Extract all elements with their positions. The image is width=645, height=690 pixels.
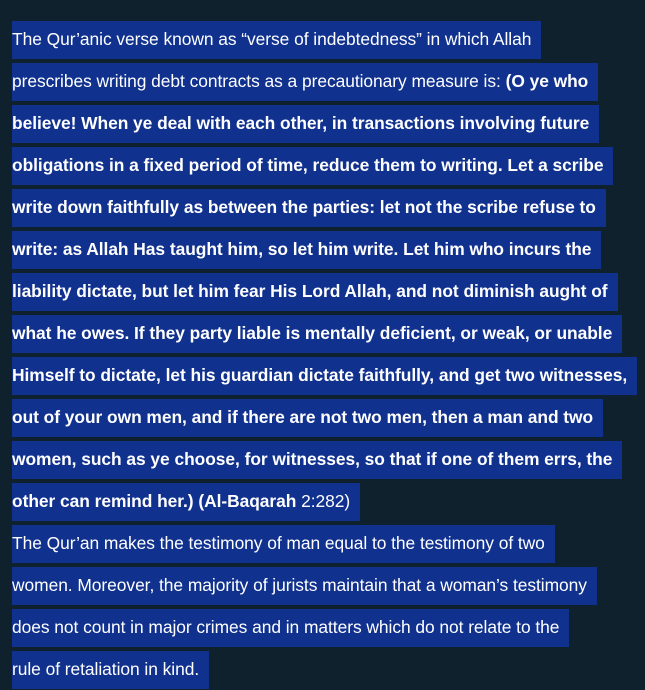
quran-verse-text: women, such as ye choose, for witnesses, so that if one of them errs, the [12, 441, 622, 479]
selected-text: The Qur’anic verse known as “verse of indebtedness” in which Allah [12, 21, 541, 59]
quran-verse-text: write down faithfully as between the parties: let not the scribe refuse to [12, 189, 606, 227]
text-line [12, 648, 642, 690]
text-line [12, 102, 642, 144]
selected-text: does not count in major crimes and in matters which do not relate to the [12, 609, 569, 647]
quran-verse-text: liability dictate, but let him fear His Lord Allah, and not diminish aught of [12, 273, 618, 311]
text-line [12, 270, 642, 312]
text-line [12, 228, 642, 270]
selected-text: rule of retaliation in kind. [12, 651, 209, 689]
text-line [12, 18, 642, 60]
selected-text: The Qur’an makes the testimony of man equal to the testimony of two [12, 525, 555, 563]
quran-verse-text: Himself to dictate, let his guardian dictate faithfully, and get two witnesses, [12, 357, 637, 395]
text-line [12, 606, 642, 648]
text-line [12, 396, 642, 438]
quran-verse-text: out of your own men, and if there are not two men, then a man and two [12, 399, 603, 437]
text-line [12, 438, 642, 480]
text-line [12, 354, 642, 396]
quran-verse-text: obligations in a fixed period of time, reduce them to writing. Let a scribe [12, 147, 613, 185]
quran-verse-text: what he owes. If they party liable is mentally deficient, or weak, or unable [12, 315, 622, 353]
text-line [12, 522, 642, 564]
paragraph-verse-of-indebtedness [12, 18, 642, 522]
text-line [12, 186, 642, 228]
verse-citation: 2:282) [296, 491, 351, 511]
paragraph-testimony [12, 522, 642, 690]
quran-verse-text: write: as Allah Has taught him, so let him write. Let him who incurs the [12, 231, 601, 269]
quran-verse-text: believe! When ye deal with each other, in transactions involving future [12, 105, 599, 143]
text-line [12, 312, 642, 354]
selected-text: women. Moreover, the majority of jurists maintain that a woman’s testimony [12, 567, 597, 605]
selected-text: prescribes writing debt contracts as a precautionary measure is: [12, 71, 506, 91]
quran-verse-text: other can remind her.) (Al-Baqarah [12, 491, 297, 511]
text-line [12, 60, 642, 102]
text-line [12, 564, 642, 606]
quran-verse-text: (O ye who [505, 71, 589, 91]
text-line [12, 144, 642, 186]
text-line [12, 480, 642, 522]
